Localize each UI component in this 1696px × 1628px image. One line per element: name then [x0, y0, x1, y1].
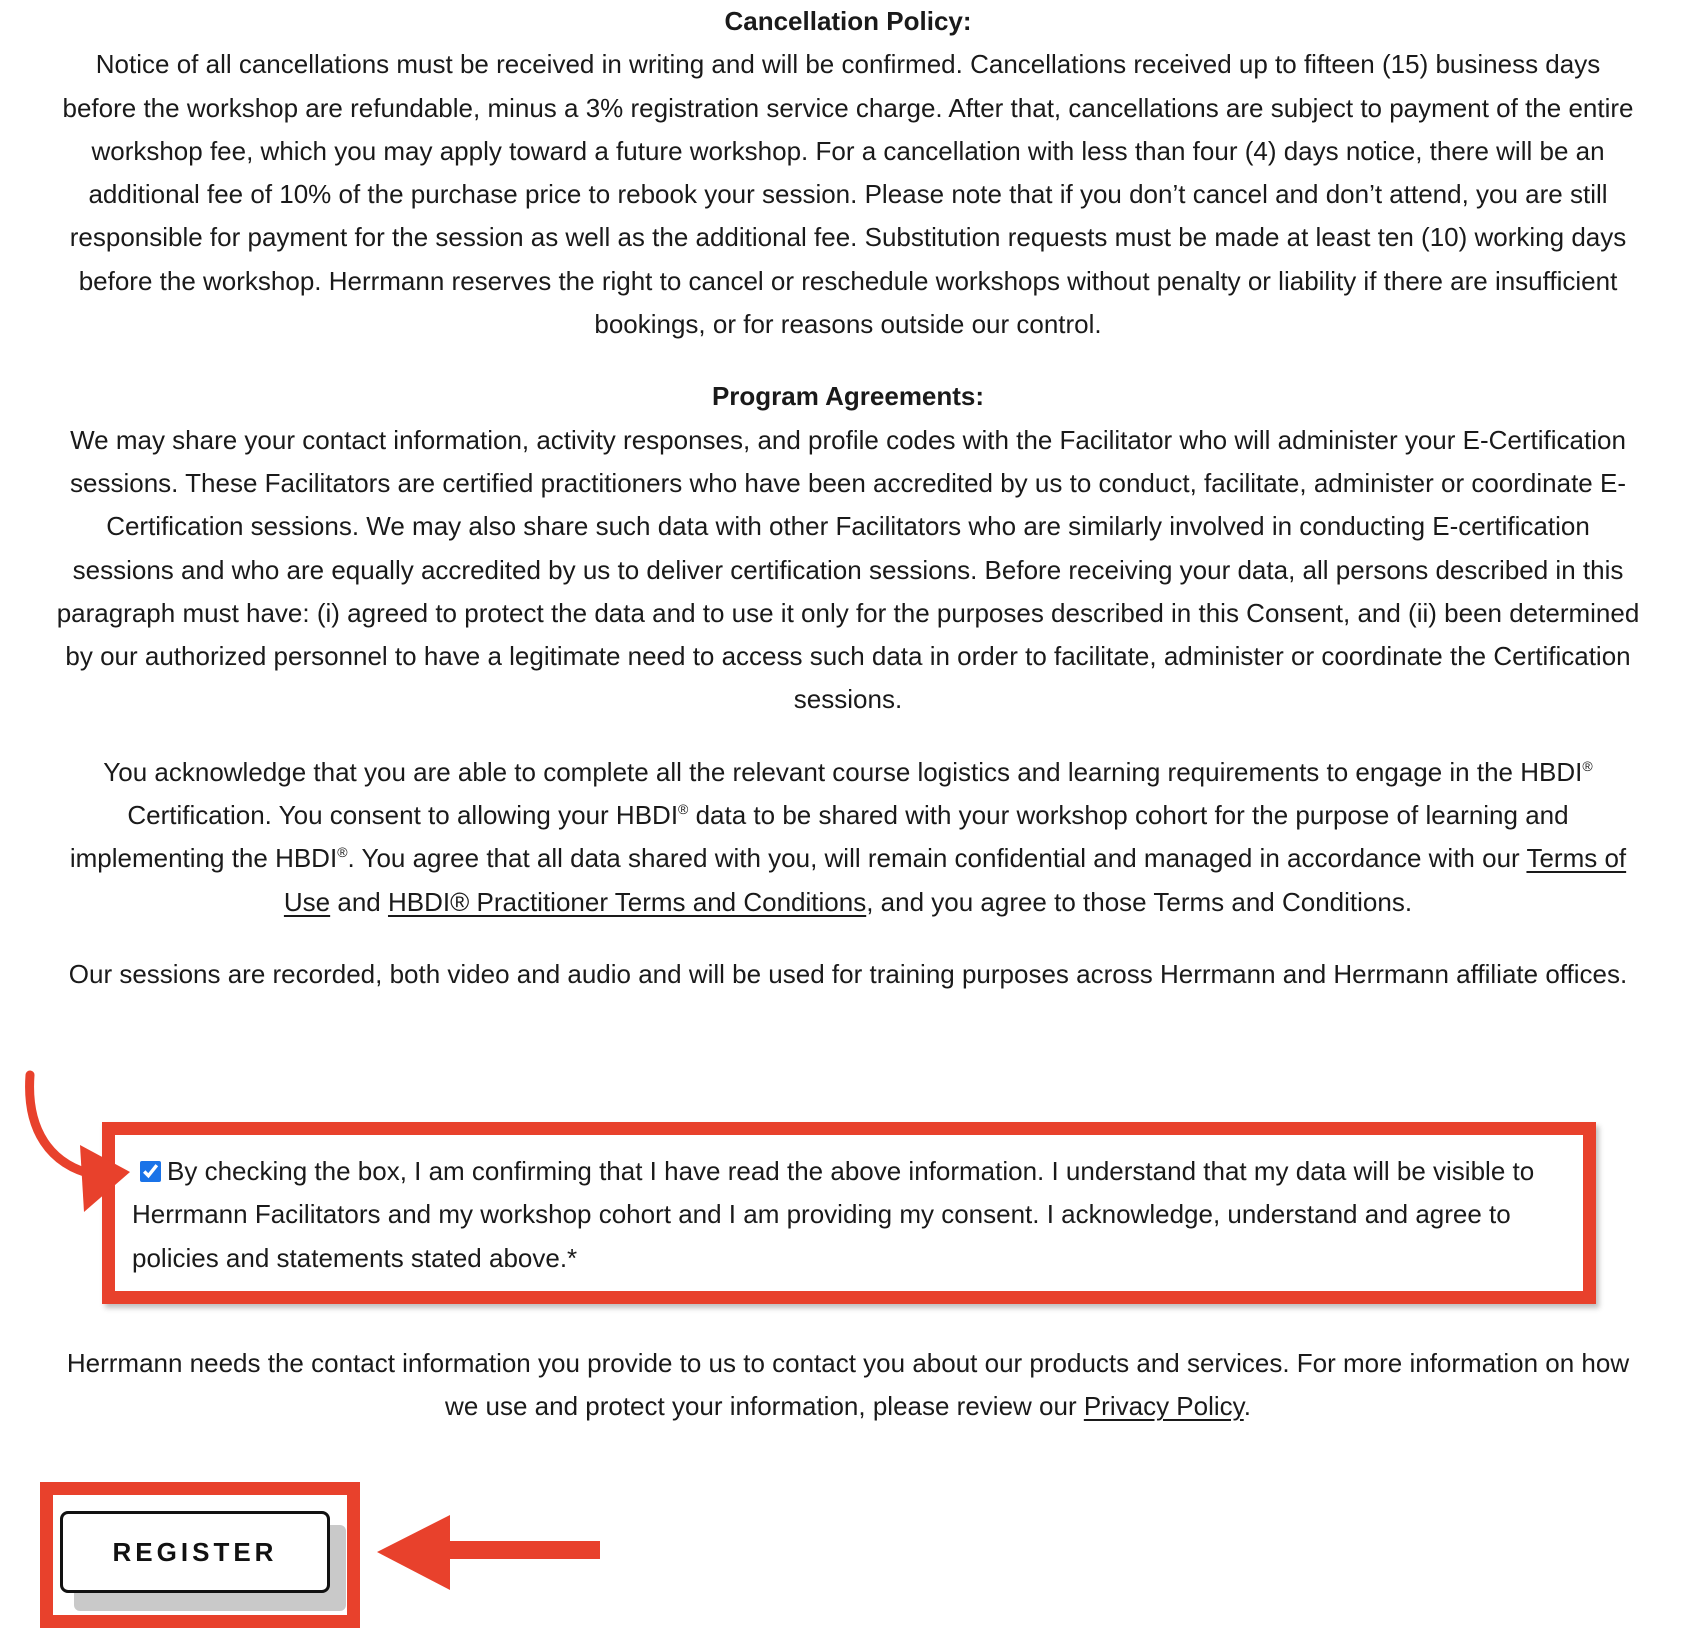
cancellation-policy-heading: Cancellation Policy: — [724, 6, 972, 36]
consent-text: By checking the box, I am confirming that I have read the above information. I understand that my data will be visible to Herrmann Facilitators and my workshop cohort and I am providing my consent. I acknowledge, understand and agree to policies and statements stated above.* — [132, 1156, 1535, 1273]
form-terms-content — [56, 0, 1640, 996]
recording-notice-text: Our sessions are recorded, both video and audio and will be used for training purposes across Herrmann and Herrmann affiliate offices. — [68, 958, 1628, 989]
curved-arrow-icon — [30, 1075, 95, 1175]
consent-checkbox[interactable] — [140, 1161, 161, 1182]
terms-of-use-link[interactable]: Terms of Use — [283, 843, 1627, 917]
cancellation-policy-text: Notice of all cancellations must be received in writing and will be confirmed. Cancellations received up to fifteen (15) business days before the workshop are refundable, minus a 3% registration service charge. After that, cancellations are subject to payment of the entire workshop fee, which you may apply toward a future workshop. For a cancellation with less than four (4) days notice, there will be an additional fee of 10% of the purchase price to rebook your session. Please note that if you don’t cancel and don’t attend, you are still responsible for payment for the session as well as the additional fee. Substitution requests must be made at least ten (10) working days before the workshop. Herrmann reserves the right to cancel or reschedule workshops without penalty or liability if there are insufficient bookings, or for reasons outside our control. — [62, 49, 1634, 340]
privacy-policy-link[interactable]: Privacy Policy — [1083, 1391, 1244, 1422]
practitioner-terms-link[interactable]: HBDI® Practitioner Terms and Conditions — [387, 886, 867, 917]
consent-checkbox-row — [132, 1150, 1602, 1280]
privacy-notice: Herrmann needs the contact information you provide to us to contact you about our products and services. For more information on how we use and protect your information, please review our Privacy Policy. — [66, 1348, 1630, 1422]
straight-arrowhead-icon — [377, 1515, 450, 1590]
acknowledgement-text: You acknowledge that you are able to complete all the relevant course logistics and learning requirements to engage in the HBDI® Certification. You consent to allowing your HBDI® data to be shared with your workshop cohort for the purpose of learning and implementing the HBDI®. You agree that all data shared with you, will remain confidential and managed in accordance with our Terms of Use and HBDI® Practitioner Terms and Conditions, and you agree to those Terms and Conditions. — [69, 756, 1627, 917]
register-button[interactable]: REGISTER — [60, 1511, 330, 1593]
program-agreements-text: We may share your contact information, activity responses, and profile codes with the Facilitator who will administer your E-Certification sessions. These Facilitators are certified practitioners who have been accredited by us to conduct, facilitate, administer or coordinate E-Certification sessions. We may also share such data with other Facilitators who are similarly involved in conducting E-certification sessions and who are equally accredited by us to deliver certification sessions. Before receiving your data, all persons described in this paragraph must have: (i) agreed to protect the data and to use it only for the purposes described in this Consent, and (ii) been determined by our authorized personnel to have a legitimate need to access such data in order to facilitate, administer or coordinate the Certification sessions. — [56, 424, 1640, 715]
program-agreements-heading: Program Agreements: — [711, 381, 985, 412]
